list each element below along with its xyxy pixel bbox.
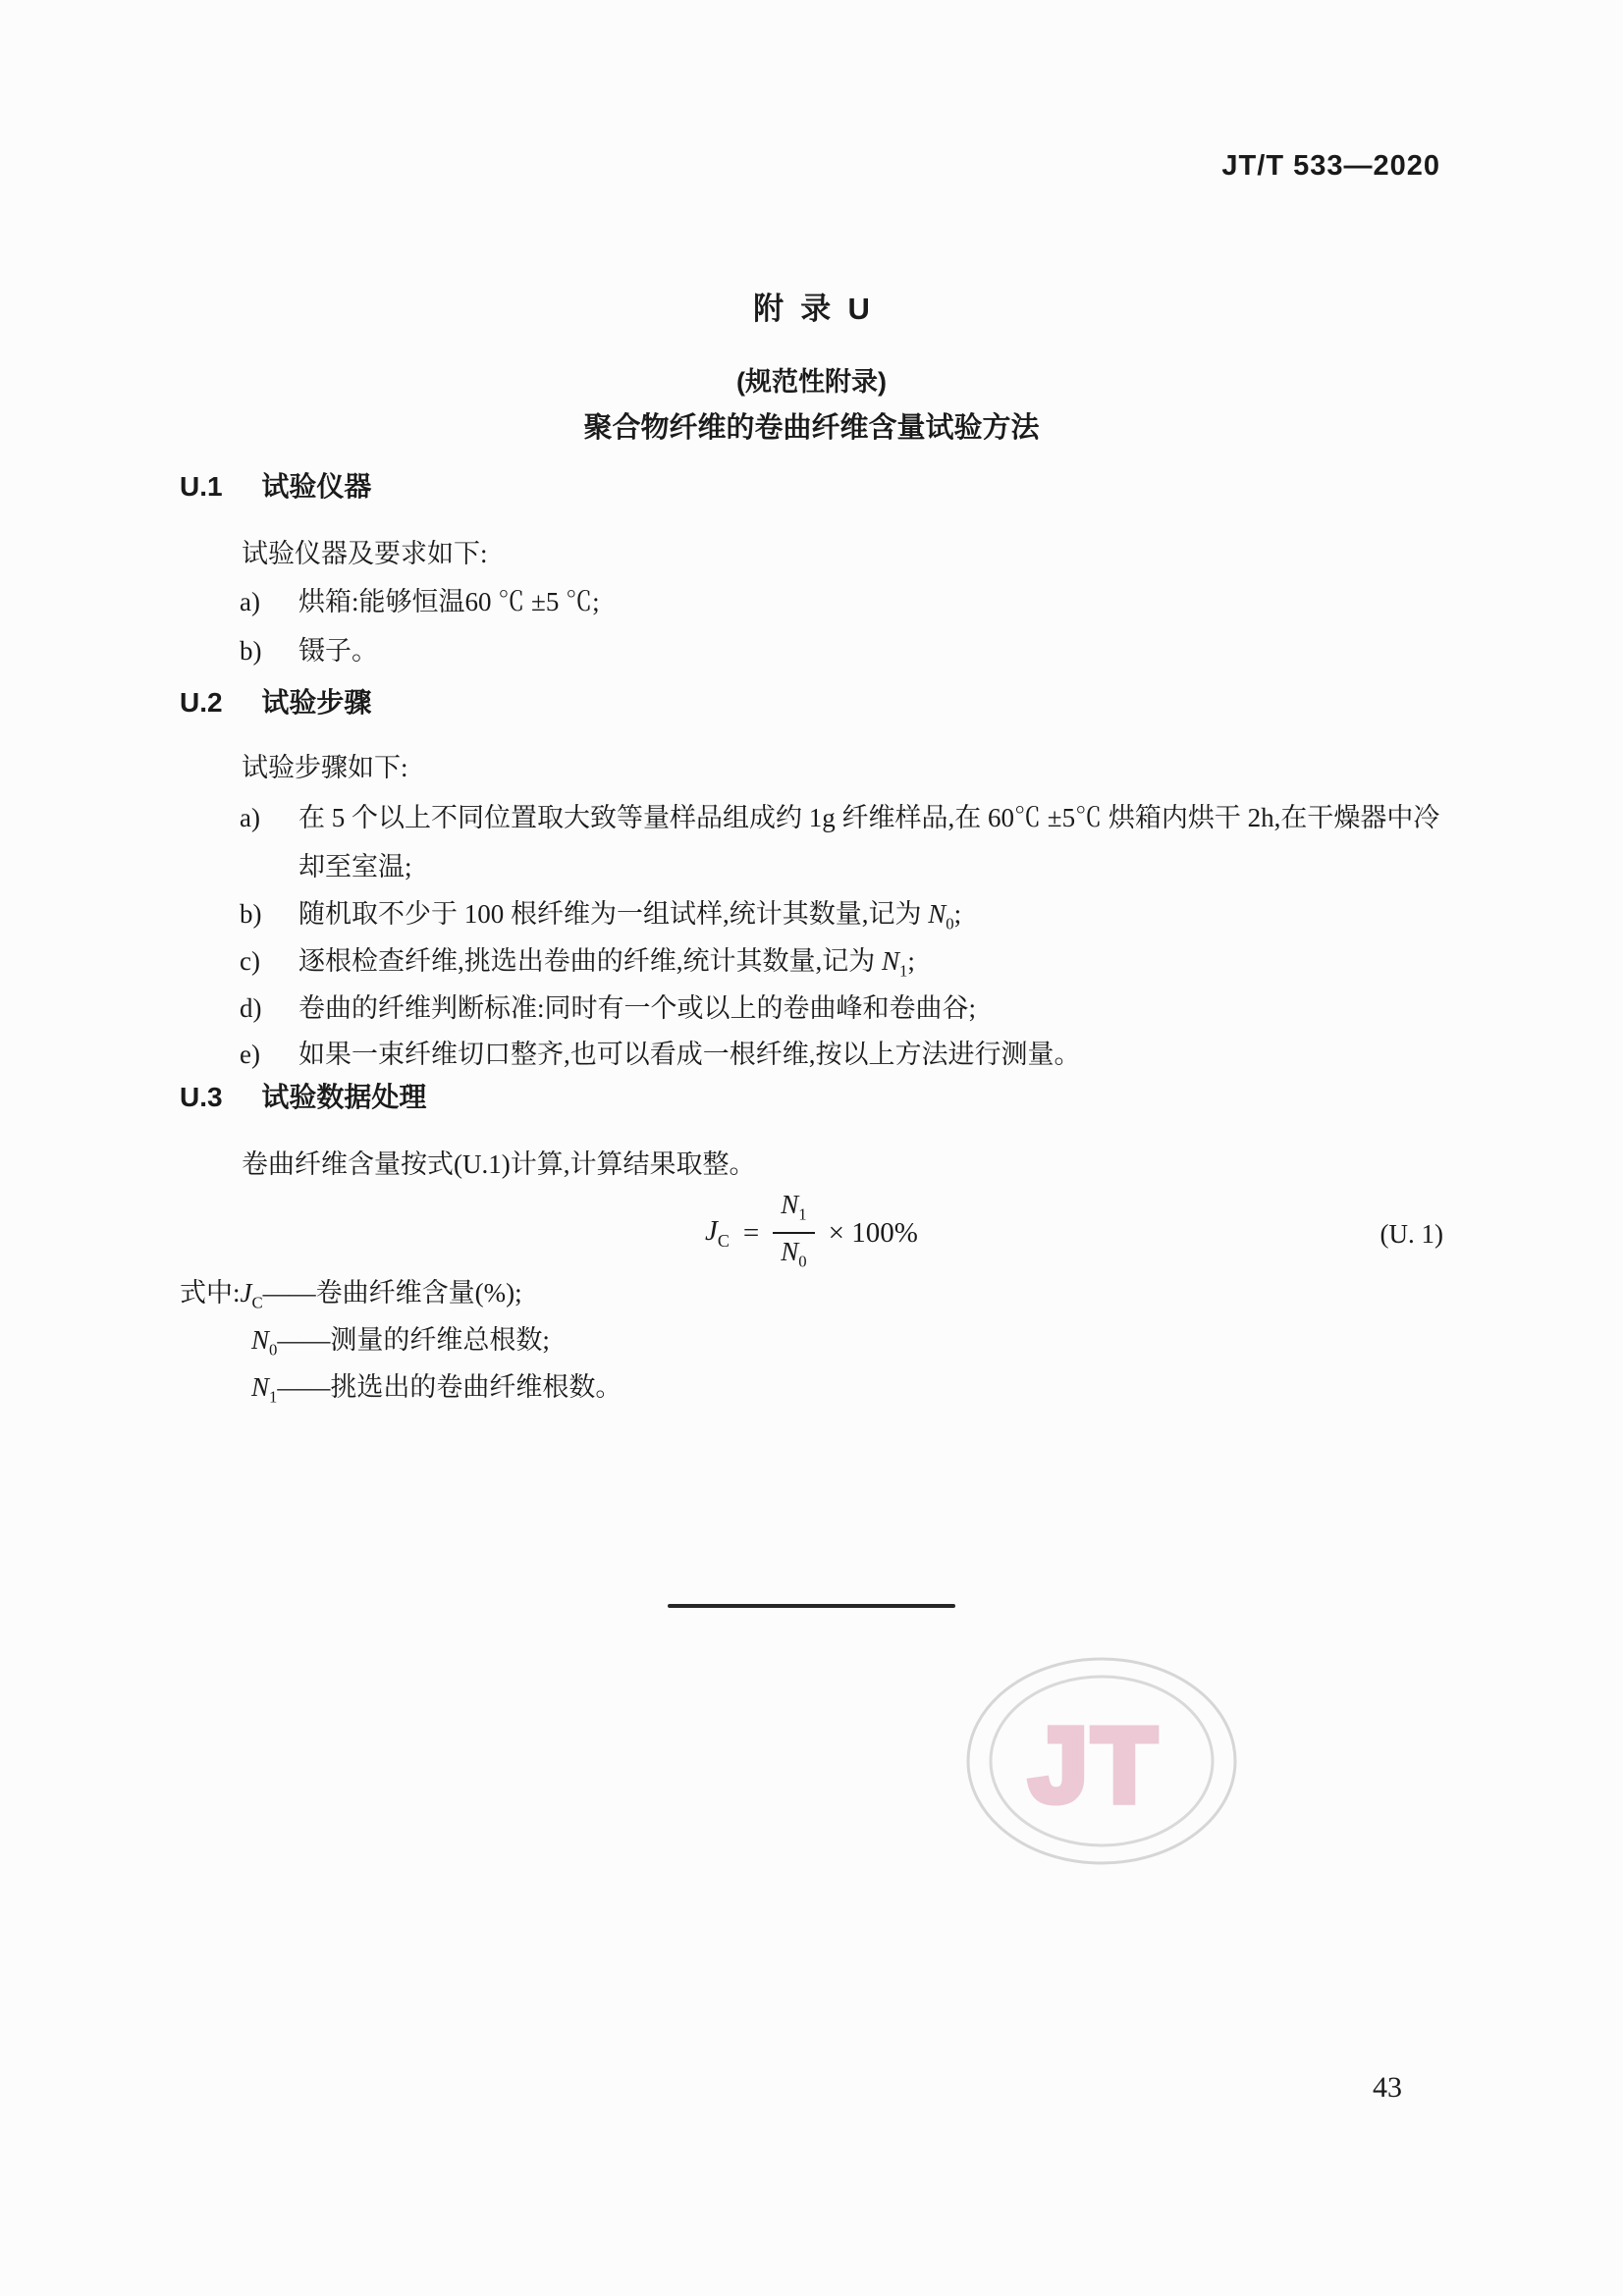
formula-u1 — [180, 1184, 1443, 1282]
list-marker: b) — [240, 636, 262, 666]
formula-expression — [180, 1184, 1443, 1282]
section-title: 试验步骤 — [261, 687, 372, 718]
list-item-u1-a — [180, 577, 1443, 626]
standard-number: JT/T 533—2020 — [1221, 150, 1440, 182]
list-item-text: 如果一束纤维切口整齐,也可以看成一根纤维,按以上方法进行测量。 — [298, 1040, 1081, 1069]
math-subscript: C — [717, 1230, 730, 1251]
definition-n0 — [180, 1321, 1443, 1368]
math-subscript: 1 — [269, 1387, 278, 1407]
math-symbol: N — [251, 1372, 270, 1402]
math-symbol: N — [781, 1189, 799, 1219]
definition-desc: 挑选出的卷曲纤维根数。 — [330, 1372, 622, 1402]
formula-multiplier: × 100% — [828, 1216, 918, 1249]
math-symbol: N — [251, 1325, 270, 1355]
list-marker: e) — [240, 1040, 260, 1069]
jt-stamp-watermark-icon — [957, 1647, 1252, 1883]
list-marker: c) — [240, 946, 260, 976]
list-item-text — [298, 946, 915, 981]
fraction-numerator — [773, 1190, 814, 1234]
appendix-name: 聚合物纤维的卷曲纤维含量试验方法 — [583, 412, 1040, 444]
paragraph-u3-intro: 卷曲纤维含量按式(U.1)计算,计算结果取整。 — [242, 1149, 756, 1179]
page-number: 43 — [1373, 2071, 1402, 2104]
math-symbol: N — [781, 1237, 799, 1266]
definition-dash: —— — [262, 1278, 316, 1308]
section-number: U.3 — [180, 1082, 223, 1112]
definition-dash: —— — [277, 1325, 331, 1355]
math-subscript: C — [251, 1293, 263, 1312]
appendix-title: 附 录 U — [753, 292, 870, 326]
equals-sign: = — [742, 1216, 760, 1249]
formula-lhs — [705, 1215, 730, 1252]
where-prefix: 式中: — [180, 1278, 241, 1308]
list-item-text — [298, 899, 962, 934]
definition-jc — [180, 1274, 1443, 1321]
math-symbol: J — [705, 1214, 718, 1247]
math-subscript: 0 — [798, 1252, 807, 1271]
section-heading-u3 — [180, 1080, 1443, 1115]
math-subscript: 0 — [269, 1340, 278, 1360]
section-title: 试验数据处理 — [261, 1082, 427, 1112]
list-item-u1-b — [180, 626, 1443, 675]
definition-desc: 卷曲纤维含量(%); — [315, 1278, 522, 1308]
fraction-denominator — [773, 1234, 814, 1276]
list-marker: a) — [240, 803, 260, 832]
definition-n1 — [180, 1368, 1443, 1415]
section-number: U.2 — [180, 687, 223, 718]
list-item-u2-e — [180, 1030, 1443, 1079]
equation-number: (U. 1) — [1380, 1219, 1443, 1249]
section-heading-u1 — [180, 469, 1443, 505]
math-subscript: 1 — [798, 1204, 807, 1223]
list-item-text: 在 5 个以上不同位置取大致等量样品组成约 1g 纤维样品,在 60℃ ±5℃ 烘箱内烘干 2h,在干燥器中冷却至室温; — [298, 803, 1440, 881]
math-symbol: N — [928, 899, 947, 929]
list-item-text: 卷曲的纤维判断标准:同时有一个或以上的卷曲峰和卷曲谷; — [298, 993, 977, 1023]
appendix-type: (规范性附录) — [736, 367, 887, 397]
item-text-suffix: ; — [953, 899, 962, 929]
item-text-part: 随机取不少于 100 根纤维为一组试样,统计其数量,记为 — [298, 899, 929, 929]
list-item-text: 烘箱:能够恒温60 ℃ ±5 ℃; — [298, 587, 600, 616]
list-item-u2-d — [180, 984, 1443, 1033]
list-item-u2-a — [180, 793, 1443, 891]
paragraph-u1-intro: 试验仪器及要求如下: — [242, 539, 488, 568]
math-subscript: 0 — [946, 914, 954, 934]
definition-desc: 测量的纤维总根数; — [330, 1325, 550, 1355]
math-symbol: N — [882, 946, 900, 976]
section-title: 试验仪器 — [261, 471, 372, 502]
section-heading-u2 — [180, 685, 1443, 721]
end-of-text-divider — [668, 1604, 955, 1608]
document-content — [180, 0, 1443, 2296]
item-text-suffix: ; — [907, 946, 915, 976]
definition-dash: —— — [277, 1372, 331, 1402]
list-marker: d) — [240, 993, 262, 1023]
math-subscript: 1 — [899, 961, 908, 981]
section-number: U.1 — [180, 471, 223, 502]
stamp-letters: JT — [1028, 1705, 1162, 1824]
list-marker: a) — [240, 587, 260, 616]
paragraph-u2-intro: 试验步骤如下: — [242, 753, 408, 782]
fraction — [773, 1190, 814, 1277]
list-marker: b) — [240, 899, 262, 929]
item-text-part: 逐根检查纤维,挑选出卷曲的纤维,统计其数量,记为 — [298, 946, 882, 976]
list-item-text: 镊子。 — [298, 636, 378, 666]
math-symbol: J — [240, 1278, 252, 1308]
